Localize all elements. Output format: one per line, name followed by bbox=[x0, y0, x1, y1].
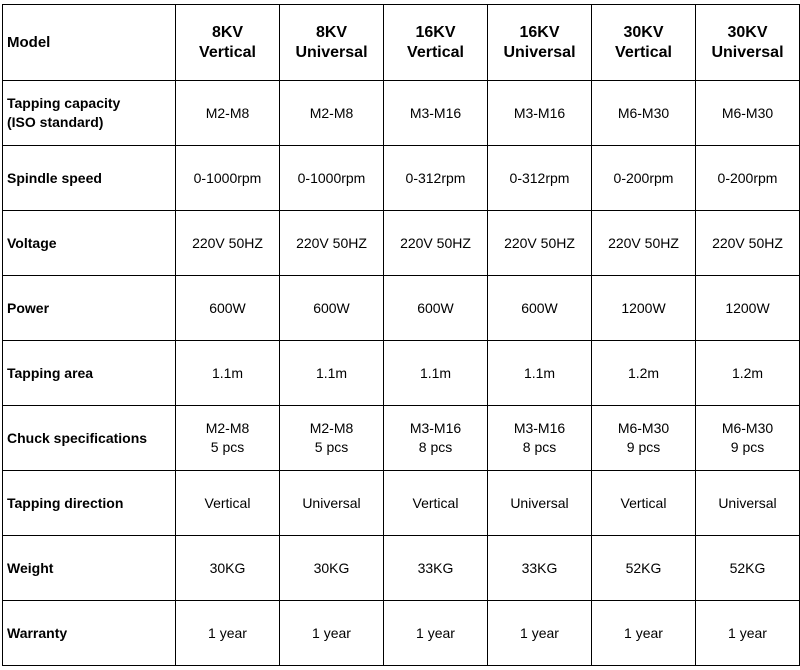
table-cell: M2-M8 5 pcs bbox=[280, 406, 384, 471]
row-label: Spindle speed bbox=[3, 146, 176, 211]
table-cell: 600W bbox=[488, 276, 592, 341]
table-header-row bbox=[3, 5, 800, 81]
table-cell: 1.2m bbox=[592, 341, 696, 406]
table-cell: 0-1000rpm bbox=[280, 146, 384, 211]
table-row-chuck-specifications bbox=[3, 406, 800, 471]
table-cell: 1 year bbox=[384, 601, 488, 666]
corner-label: Model bbox=[3, 5, 176, 81]
table-cell: 600W bbox=[384, 276, 488, 341]
column-header: 30KV Universal bbox=[696, 5, 800, 81]
row-label: Warranty bbox=[3, 601, 176, 666]
table-cell: M3-M16 bbox=[384, 81, 488, 146]
table-cell: 0-200rpm bbox=[592, 146, 696, 211]
table-cell: M2-M8 bbox=[176, 81, 280, 146]
table-cell: 1.1m bbox=[384, 341, 488, 406]
row-label: Power bbox=[3, 276, 176, 341]
table-cell: 30KG bbox=[280, 536, 384, 601]
table-cell: 220V 50HZ bbox=[592, 211, 696, 276]
table-cell: 1 year bbox=[280, 601, 384, 666]
table-cell: 33KG bbox=[384, 536, 488, 601]
table-cell: 1 year bbox=[592, 601, 696, 666]
table-row-power bbox=[3, 276, 800, 341]
table-cell: 220V 50HZ bbox=[696, 211, 800, 276]
table-cell: Universal bbox=[488, 471, 592, 536]
table-cell: 33KG bbox=[488, 536, 592, 601]
column-header: 8KV Universal bbox=[280, 5, 384, 81]
table-row-tapping-area bbox=[3, 341, 800, 406]
table-cell: 1200W bbox=[592, 276, 696, 341]
table-cell: 1.1m bbox=[280, 341, 384, 406]
table-cell: M3-M16 8 pcs bbox=[384, 406, 488, 471]
table-cell: 1 year bbox=[696, 601, 800, 666]
table-cell: 1.1m bbox=[488, 341, 592, 406]
column-header: 30KV Vertical bbox=[592, 5, 696, 81]
table-cell: 0-200rpm bbox=[696, 146, 800, 211]
table-cell: Vertical bbox=[176, 471, 280, 536]
column-header: 16KV Vertical bbox=[384, 5, 488, 81]
table-cell: 52KG bbox=[592, 536, 696, 601]
table-cell: 1 year bbox=[488, 601, 592, 666]
column-header: 16KV Universal bbox=[488, 5, 592, 81]
row-label: Weight bbox=[3, 536, 176, 601]
table-row-voltage bbox=[3, 211, 800, 276]
table-cell: M2-M8 5 pcs bbox=[176, 406, 280, 471]
table-cell: Vertical bbox=[592, 471, 696, 536]
table-cell: Universal bbox=[696, 471, 800, 536]
table-cell: 0-1000rpm bbox=[176, 146, 280, 211]
table-cell: 52KG bbox=[696, 536, 800, 601]
table-cell: 1.2m bbox=[696, 341, 800, 406]
table-cell: M3-M16 8 pcs bbox=[488, 406, 592, 471]
table-row-warranty bbox=[3, 601, 800, 666]
table-cell: M6-M30 bbox=[592, 81, 696, 146]
table-cell: 1 year bbox=[176, 601, 280, 666]
table-cell: 30KG bbox=[176, 536, 280, 601]
spec-table bbox=[2, 4, 800, 666]
table-cell: 0-312rpm bbox=[488, 146, 592, 211]
table-row-tapping-direction bbox=[3, 471, 800, 536]
table-cell: M6-M30 9 pcs bbox=[696, 406, 800, 471]
table-cell: 1.1m bbox=[176, 341, 280, 406]
table-cell: M3-M16 bbox=[488, 81, 592, 146]
table-cell: 600W bbox=[280, 276, 384, 341]
table-cell: Vertical bbox=[384, 471, 488, 536]
row-label: Chuck specifications bbox=[3, 406, 176, 471]
table-cell: 0-312rpm bbox=[384, 146, 488, 211]
table-cell: 220V 50HZ bbox=[488, 211, 592, 276]
row-label: Tapping direction bbox=[3, 471, 176, 536]
table-cell: 220V 50HZ bbox=[176, 211, 280, 276]
row-label: Voltage bbox=[3, 211, 176, 276]
table-cell: 220V 50HZ bbox=[280, 211, 384, 276]
table-cell: M6-M30 bbox=[696, 81, 800, 146]
row-label: Tapping capacity (ISO standard) bbox=[3, 81, 176, 146]
table-cell: 220V 50HZ bbox=[384, 211, 488, 276]
table-row-weight bbox=[3, 536, 800, 601]
table-cell: M6-M30 9 pcs bbox=[592, 406, 696, 471]
table-cell: Universal bbox=[280, 471, 384, 536]
column-header: 8KV Vertical bbox=[176, 5, 280, 81]
table-cell: 1200W bbox=[696, 276, 800, 341]
spec-table-body bbox=[3, 5, 800, 666]
table-cell: M2-M8 bbox=[280, 81, 384, 146]
table-cell: 600W bbox=[176, 276, 280, 341]
row-label: Tapping area bbox=[3, 341, 176, 406]
table-row-spindle-speed bbox=[3, 146, 800, 211]
table-row-tapping-capacity bbox=[3, 81, 800, 146]
